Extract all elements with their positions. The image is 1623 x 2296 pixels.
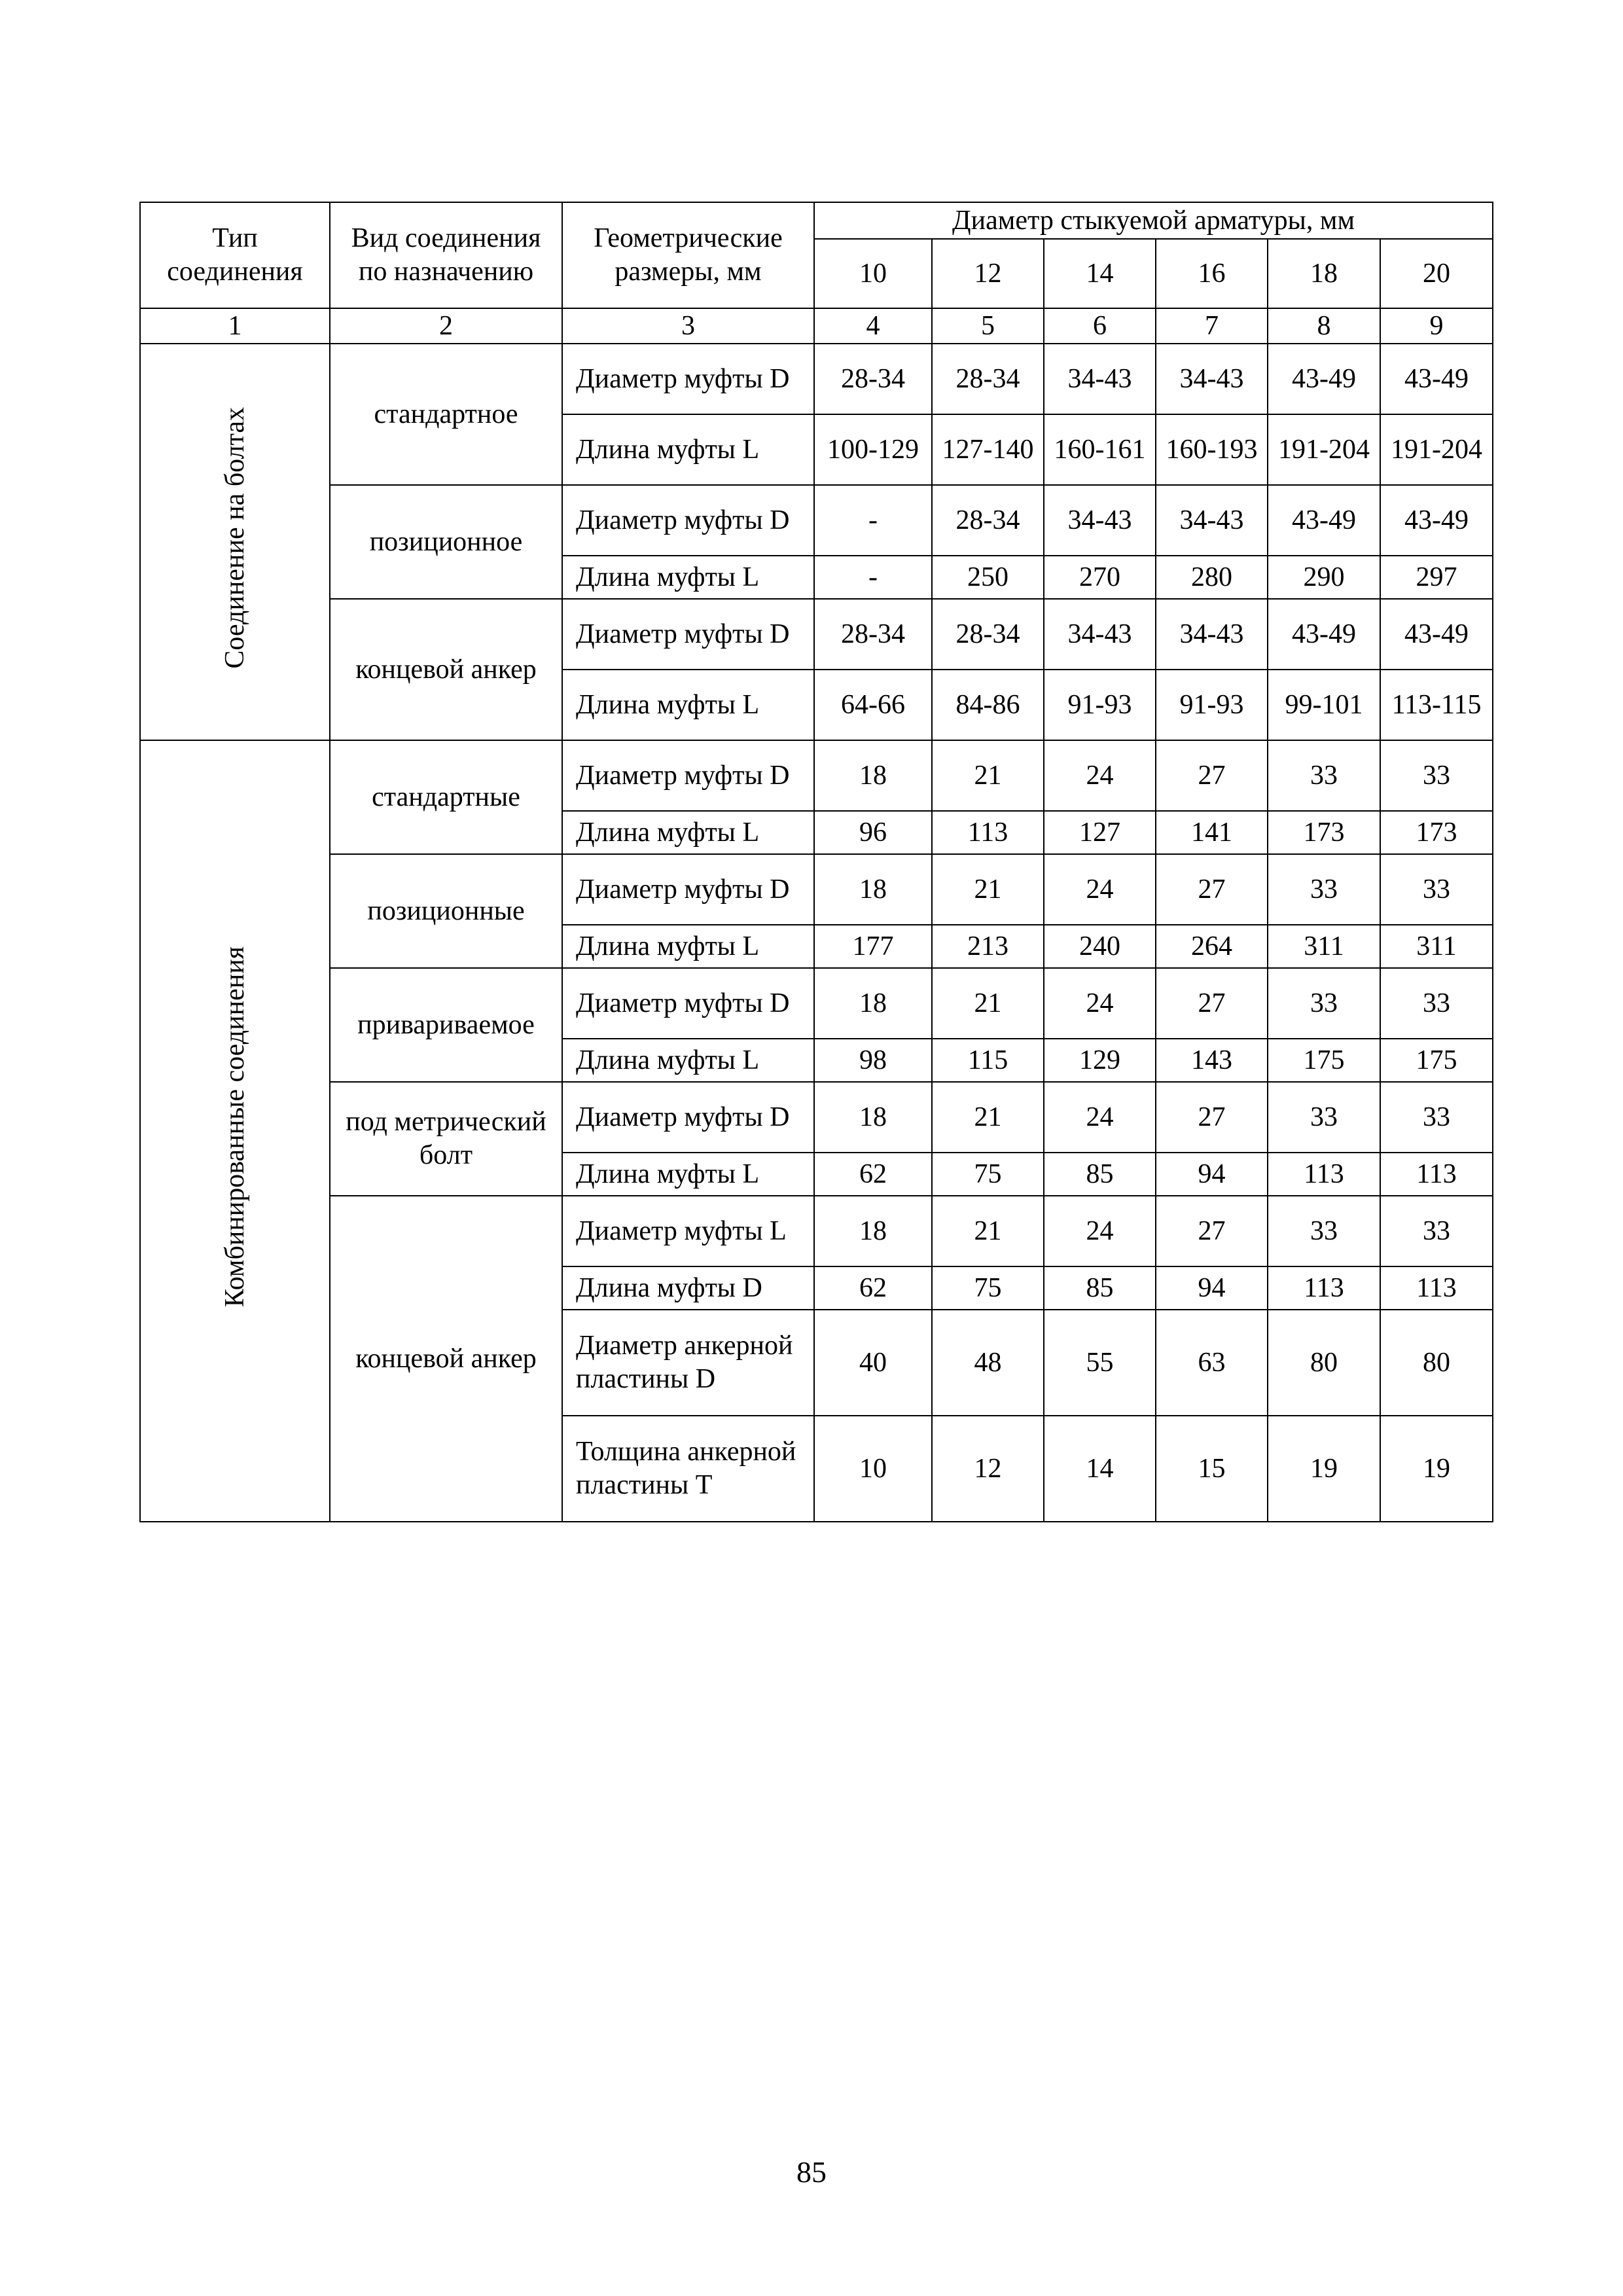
header-kind-cell: Вид соединения по назначению (330, 202, 562, 308)
value-cell: 113 (1268, 1153, 1380, 1196)
value-cell: 160-193 (1156, 414, 1268, 485)
value-cell: 173 (1380, 811, 1493, 854)
value-cell: 43-49 (1268, 599, 1380, 670)
parameter-cell: Диаметр муфты D (562, 1082, 814, 1153)
value-cell: 43-49 (1380, 599, 1493, 670)
table-body (140, 344, 1493, 1522)
value-cell: 270 (1044, 556, 1156, 599)
value-cell: 191-204 (1268, 414, 1380, 485)
connection-type-cell (140, 740, 330, 1522)
column-number-cell: 1 (140, 308, 330, 344)
value-cell: 113 (1380, 1266, 1493, 1310)
connection-kind-cell: привариваемое (330, 968, 562, 1082)
column-number-cell: 5 (932, 308, 1044, 344)
table-row (140, 854, 1493, 925)
parameter-cell: Диаметр муфты D (562, 599, 814, 670)
header-diameter-cell: 18 (1268, 239, 1380, 308)
value-cell: 10 (814, 1416, 932, 1522)
parameter-cell: Длина муфты L (562, 1039, 814, 1082)
value-cell: 28-34 (814, 344, 932, 414)
header-diameter-group: Диаметр стыкуемой арматуры, мм (814, 202, 1493, 239)
value-cell: 40 (814, 1310, 932, 1416)
column-number-cell: 3 (562, 308, 814, 344)
value-cell: 18 (814, 1082, 932, 1153)
value-cell: 27 (1156, 1196, 1268, 1266)
specification-table (139, 202, 1493, 1522)
connection-type-cell (140, 344, 330, 740)
parameter-cell: Длина муфты D (562, 1266, 814, 1310)
parameter-cell: Длина муфты L (562, 414, 814, 485)
value-cell: 94 (1156, 1153, 1268, 1196)
parameter-cell: Длина муфты L (562, 1153, 814, 1196)
connection-kind-cell: концевой анкер (330, 1196, 562, 1522)
parameter-cell: Длина муфты L (562, 925, 814, 968)
value-cell: 141 (1156, 811, 1268, 854)
value-cell: 14 (1044, 1416, 1156, 1522)
parameter-cell: Диаметр муфты D (562, 968, 814, 1039)
value-cell: 33 (1268, 740, 1380, 811)
header-diameter-cell: 10 (814, 239, 932, 308)
value-cell: 33 (1268, 968, 1380, 1039)
value-cell: 96 (814, 811, 932, 854)
value-cell: 33 (1380, 1196, 1493, 1266)
value-cell: 127 (1044, 811, 1156, 854)
value-cell: 127-140 (932, 414, 1044, 485)
value-cell: 55 (1044, 1310, 1156, 1416)
value-cell: 34-43 (1156, 485, 1268, 556)
column-number-cell: 6 (1044, 308, 1156, 344)
value-cell: 62 (814, 1266, 932, 1310)
value-cell: 290 (1268, 556, 1380, 599)
value-cell: 34-43 (1044, 344, 1156, 414)
value-cell: 100-129 (814, 414, 932, 485)
value-cell: 15 (1156, 1416, 1268, 1522)
value-cell: 94 (1156, 1266, 1268, 1310)
header-type-cell: Тип соединения (140, 202, 330, 308)
value-cell: 19 (1268, 1416, 1380, 1522)
value-cell: 33 (1380, 968, 1493, 1039)
connection-type-label: Комбинированные соединения (219, 946, 250, 1308)
value-cell: 113 (932, 811, 1044, 854)
table-row (140, 599, 1493, 670)
value-cell: 27 (1156, 740, 1268, 811)
value-cell: 75 (932, 1266, 1044, 1310)
value-cell: 129 (1044, 1039, 1156, 1082)
value-cell: 160-161 (1044, 414, 1156, 485)
parameter-cell: Диаметр муфты D (562, 344, 814, 414)
column-number-cell: 8 (1268, 308, 1380, 344)
value-cell: 115 (932, 1039, 1044, 1082)
value-cell: - (814, 485, 932, 556)
value-cell: 264 (1156, 925, 1268, 968)
value-cell: 24 (1044, 968, 1156, 1039)
value-cell: 43-49 (1380, 344, 1493, 414)
parameter-cell: Длина муфты L (562, 670, 814, 740)
value-cell: 191-204 (1380, 414, 1493, 485)
value-cell: 33 (1268, 1196, 1380, 1266)
value-cell: 297 (1380, 556, 1493, 599)
value-cell: 33 (1268, 854, 1380, 925)
column-number-cell: 7 (1156, 308, 1268, 344)
connection-kind-cell: стандартное (330, 344, 562, 485)
value-cell: 311 (1268, 925, 1380, 968)
value-cell: 24 (1044, 1196, 1156, 1266)
value-cell: 43-49 (1268, 485, 1380, 556)
value-cell: 99-101 (1268, 670, 1380, 740)
value-cell: 24 (1044, 740, 1156, 811)
value-cell: 62 (814, 1153, 932, 1196)
value-cell: 33 (1380, 1082, 1493, 1153)
value-cell: 21 (932, 740, 1044, 811)
value-cell: - (814, 556, 932, 599)
value-cell: 34-43 (1156, 344, 1268, 414)
parameter-cell: Диаметр муфты D (562, 854, 814, 925)
value-cell: 250 (932, 556, 1044, 599)
connection-kind-cell: позиционное (330, 485, 562, 599)
header-diameter-cell: 14 (1044, 239, 1156, 308)
value-cell: 18 (814, 1196, 932, 1266)
value-cell: 34-43 (1044, 485, 1156, 556)
value-cell: 21 (932, 968, 1044, 1039)
connection-type-label: Соединение на болтах (219, 406, 250, 669)
value-cell: 27 (1156, 854, 1268, 925)
value-cell: 64-66 (814, 670, 932, 740)
header-diameter-cell: 16 (1156, 239, 1268, 308)
table-row (140, 1196, 1493, 1266)
value-cell: 18 (814, 968, 932, 1039)
value-cell: 311 (1380, 925, 1493, 968)
value-cell: 34-43 (1044, 599, 1156, 670)
value-cell: 173 (1268, 811, 1380, 854)
header-diameter-cell: 20 (1380, 239, 1493, 308)
value-cell: 33 (1268, 1082, 1380, 1153)
value-cell: 63 (1156, 1310, 1268, 1416)
table-row (140, 740, 1493, 811)
value-cell: 113 (1268, 1266, 1380, 1310)
value-cell: 98 (814, 1039, 932, 1082)
value-cell: 177 (814, 925, 932, 968)
column-number-cell: 2 (330, 308, 562, 344)
value-cell: 91-93 (1044, 670, 1156, 740)
value-cell: 12 (932, 1416, 1044, 1522)
page-number: 85 (796, 2155, 827, 2189)
value-cell: 27 (1156, 1082, 1268, 1153)
parameter-cell: Диаметр муфты D (562, 485, 814, 556)
value-cell: 175 (1268, 1039, 1380, 1082)
parameter-cell: Диаметр анкерной пластины D (562, 1310, 814, 1416)
connection-kind-cell: концевой анкер (330, 599, 562, 740)
value-cell: 33 (1380, 854, 1493, 925)
value-cell: 175 (1380, 1039, 1493, 1082)
value-cell: 24 (1044, 854, 1156, 925)
parameter-cell: Толщина анкерной пластины Т (562, 1416, 814, 1522)
value-cell: 21 (932, 1082, 1044, 1153)
value-cell: 28-34 (814, 599, 932, 670)
value-cell: 80 (1268, 1310, 1380, 1416)
connection-kind-cell: стандартные (330, 740, 562, 854)
connection-kind-cell: позиционные (330, 854, 562, 968)
value-cell: 240 (1044, 925, 1156, 968)
parameter-cell: Длина муфты L (562, 556, 814, 599)
value-cell: 21 (932, 854, 1044, 925)
value-cell: 84-86 (932, 670, 1044, 740)
table-row (140, 344, 1493, 414)
value-cell: 28-34 (932, 485, 1044, 556)
value-cell: 33 (1380, 740, 1493, 811)
value-cell: 43-49 (1380, 485, 1493, 556)
table-row (140, 485, 1493, 556)
table-row (140, 968, 1493, 1039)
column-number-row (140, 308, 1493, 344)
value-cell: 91-93 (1156, 670, 1268, 740)
column-number-cell: 9 (1380, 308, 1493, 344)
value-cell: 43-49 (1268, 344, 1380, 414)
value-cell: 21 (932, 1196, 1044, 1266)
header-geometry-cell: Геометрические размеры, мм (562, 202, 814, 308)
value-cell: 18 (814, 740, 932, 811)
header-diameter-cell: 12 (932, 239, 1044, 308)
value-cell: 28-34 (932, 344, 1044, 414)
value-cell: 27 (1156, 968, 1268, 1039)
value-cell: 280 (1156, 556, 1268, 599)
parameter-cell: Диаметр муфты D (562, 740, 814, 811)
value-cell: 24 (1044, 1082, 1156, 1153)
column-number-cell: 4 (814, 308, 932, 344)
value-cell: 113 (1380, 1153, 1493, 1196)
parameter-cell: Длина муфты L (562, 811, 814, 854)
value-cell: 113-115 (1380, 670, 1493, 740)
value-cell: 143 (1156, 1039, 1268, 1082)
value-cell: 34-43 (1156, 599, 1268, 670)
value-cell: 28-34 (932, 599, 1044, 670)
parameter-cell: Диаметр муфты L (562, 1196, 814, 1266)
value-cell: 213 (932, 925, 1044, 968)
table-row (140, 1082, 1493, 1153)
connection-kind-cell: под метрический болт (330, 1082, 562, 1196)
value-cell: 18 (814, 854, 932, 925)
value-cell: 48 (932, 1310, 1044, 1416)
value-cell: 19 (1380, 1416, 1493, 1522)
value-cell: 85 (1044, 1153, 1156, 1196)
value-cell: 80 (1380, 1310, 1493, 1416)
value-cell: 75 (932, 1153, 1044, 1196)
value-cell: 85 (1044, 1266, 1156, 1310)
